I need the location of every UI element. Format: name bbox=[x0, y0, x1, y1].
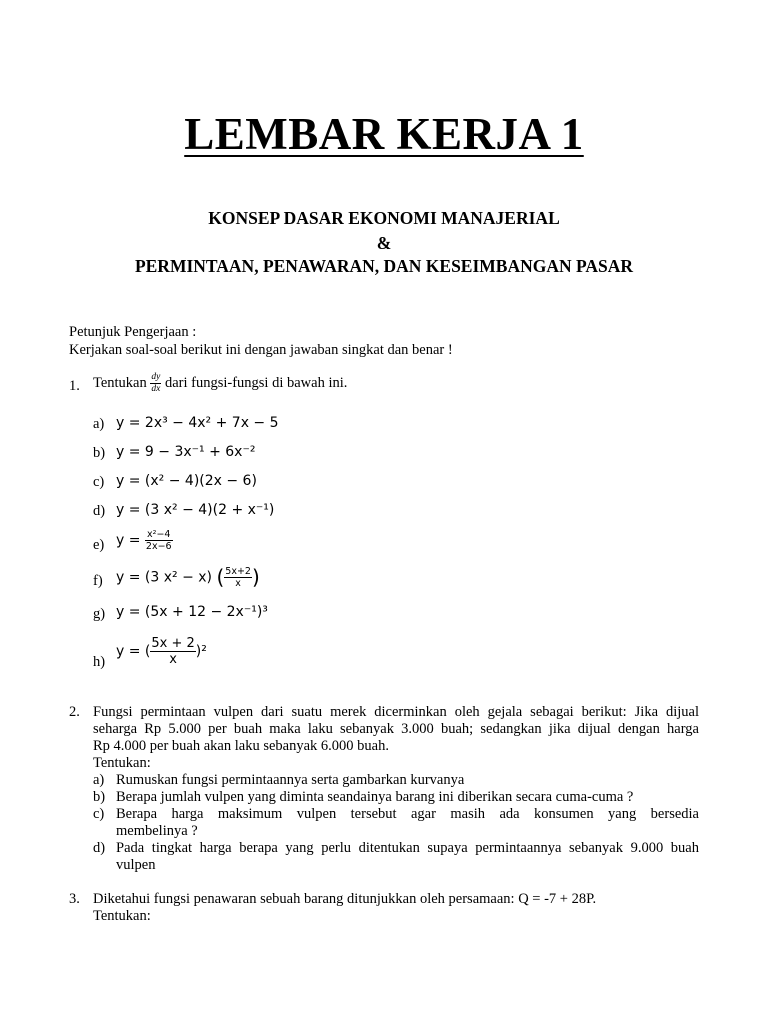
q2-item-label: c) bbox=[93, 806, 105, 822]
fraction-numerator: 5x+2 bbox=[225, 566, 251, 577]
q3-number: 3. bbox=[69, 891, 80, 907]
q2-item-label: d) bbox=[93, 840, 106, 856]
q1-item-expr bbox=[116, 636, 207, 667]
q1-item-label: h) bbox=[93, 654, 106, 670]
q1-suffix: dari fungsi-fungsi di bawah ini. bbox=[164, 374, 348, 391]
expr-fraction bbox=[145, 529, 173, 552]
subtitle-line-1: KONSEP DASAR EKONOMI MANAJERIAL bbox=[208, 208, 560, 228]
subtitle-line-3: PERMINTAAN, PENAWARAN, DAN KESEIMBANGAN PASAR bbox=[134, 256, 634, 276]
q1-prompt bbox=[93, 372, 347, 395]
q1-item-label: c) bbox=[93, 474, 105, 490]
q2-item-text: Berapa jumlah vulpen yang diminta seandainya barang ini diberikan secara cuma-cuma ? bbox=[116, 789, 634, 805]
expr-prefix: y = (3 x² − x) bbox=[116, 569, 213, 586]
fraction-denominator: x bbox=[169, 652, 177, 667]
fraction-denominator: x bbox=[235, 578, 241, 589]
q2-item-text: vulpen bbox=[116, 857, 156, 873]
q1-item-label: b) bbox=[93, 445, 106, 461]
q2-item-text: membelinya ? bbox=[116, 823, 198, 839]
instructions-heading: Petunjuk Pengerjaan : bbox=[69, 324, 197, 340]
fraction-numerator: dy bbox=[151, 372, 161, 382]
q2-number: 2. bbox=[69, 704, 80, 720]
q2-item-text: Berapa harga maksimum vulpen tersebut agar masih ada konsumen yang bersedia bbox=[116, 806, 699, 822]
q1-item-label: f) bbox=[93, 573, 103, 589]
q2-text-line: seharga Rp 5.000 per buah maka laku sebanyak 3.000 buah; sedangkan jika dijual dengan harga bbox=[93, 721, 699, 737]
q2-text-line: Rp 4.000 per buah akan laku sebanyak 6.000 buah. bbox=[93, 738, 389, 754]
expr-fraction bbox=[150, 636, 195, 667]
fraction-numerator: x²−4 bbox=[145, 529, 173, 541]
fraction-denominator: 2x−6 bbox=[145, 541, 172, 552]
q2-item-text: Rumuskan fungsi permintaannya serta gambarkan kurvanya bbox=[116, 772, 465, 788]
q1-number: 1. bbox=[69, 378, 80, 394]
expr-suffix: )² bbox=[195, 643, 207, 660]
fraction-numerator: 5x + 2 bbox=[151, 636, 195, 651]
q1-item-expr: y = 2x³ − 4x² + 7x − 5 bbox=[116, 415, 279, 431]
expr-prefix: y = bbox=[116, 532, 141, 549]
q1-item-expr: y = (5x + 12 − 2x⁻¹)³ bbox=[116, 604, 268, 620]
expr-prefix: y = ( bbox=[116, 643, 151, 660]
q2-item-text: Pada tingkat harga berapa yang perlu ditentukan supaya permintaannya sebanyak 9.000 buah bbox=[116, 840, 699, 856]
q1-prefix: Tentukan bbox=[93, 374, 147, 391]
q1-item-expr: y = (x² − 4)(2x − 6) bbox=[116, 473, 257, 489]
dy-dx-fraction bbox=[150, 372, 161, 395]
q3-tentukan: Tentukan: bbox=[93, 908, 151, 924]
q1-item-label: d) bbox=[93, 503, 106, 519]
page-title: LEMBAR KERJA 1 bbox=[184, 109, 584, 159]
fraction-denominator: dx bbox=[151, 384, 161, 394]
subtitle-line-2: & bbox=[376, 233, 392, 253]
expr-fraction bbox=[224, 566, 252, 589]
q3-text: Diketahui fungsi penawaran sebuah barang ditunjukkan oleh persamaan: Q = -7 + 28P. bbox=[93, 891, 597, 907]
q2-item-label: b) bbox=[93, 789, 106, 805]
q1-item-expr: y = (3 x² − x) ( $\frac{5x+2}{x}$ ) bbox=[116, 565, 260, 589]
q1-item-expr bbox=[116, 529, 173, 552]
q1-item-label: a) bbox=[93, 416, 105, 432]
q2-text-line: Fungsi permintaan vulpen dari suatu merek dicerminkan oleh gejala sebagai berikut: Jika dijual bbox=[93, 704, 699, 720]
q1-item-expr: y = (3 x² − 4)(2 + x⁻¹) bbox=[116, 502, 275, 518]
q1-item-expr: y = 9 − 3x⁻¹ + 6x⁻² bbox=[116, 444, 256, 460]
q1-item-label: g) bbox=[93, 606, 106, 622]
q2-item-label: a) bbox=[93, 772, 105, 788]
q2-tentukan: Tentukan: bbox=[93, 755, 151, 771]
q1-item-label: e) bbox=[93, 537, 105, 553]
instructions-text: Kerjakan soal-soal berikut ini dengan jawaban singkat dan benar ! bbox=[69, 342, 453, 358]
